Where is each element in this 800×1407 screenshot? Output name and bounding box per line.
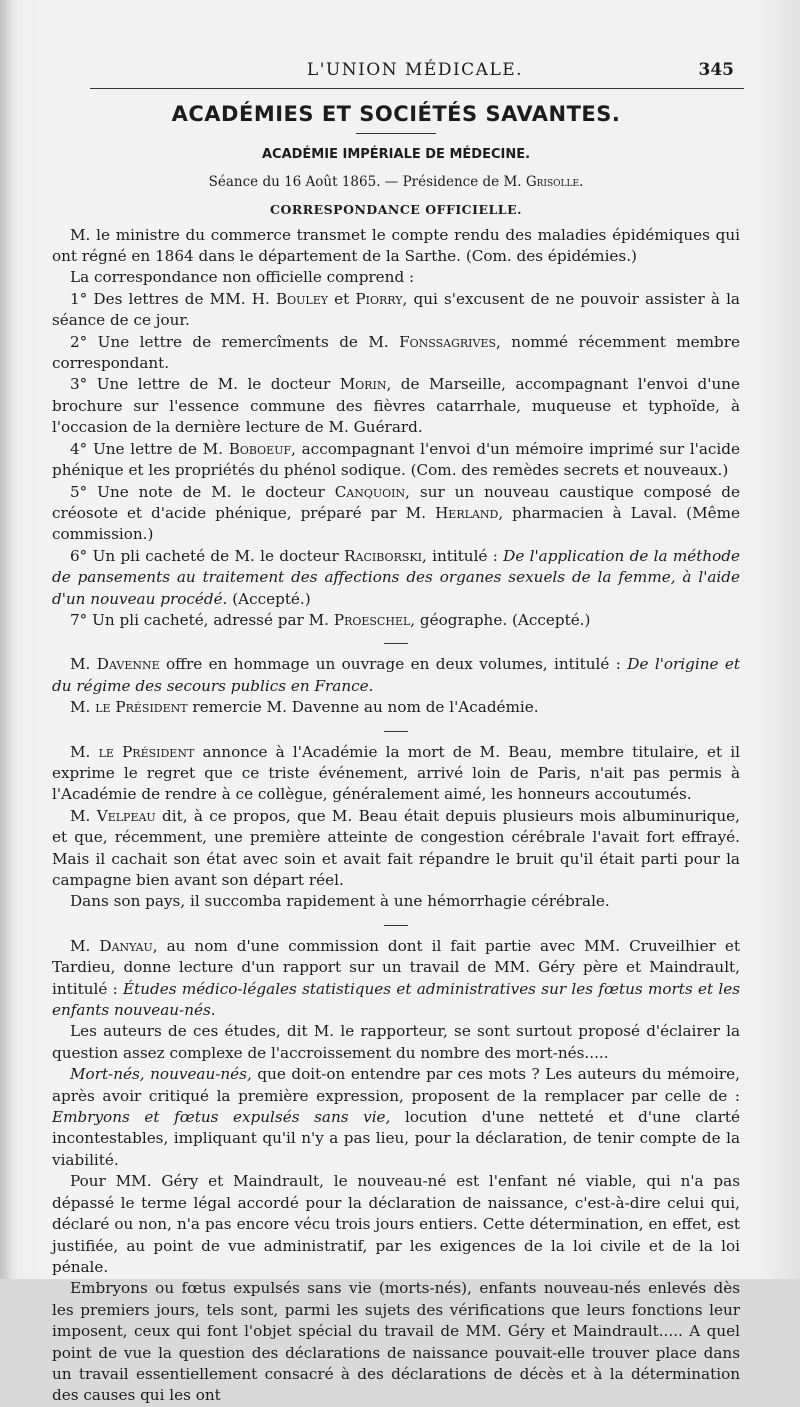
paragraph: Embryons ou fœtus expulsés sans vie (morts-nés), enfants nouveau-nés enlevés dès les premiers jours, tels sont, parmi les sujets des vérifications que leurs fonctions leur imposent, ceux qui font l'objet spécial du travail de MM. Géry et Maindrault..... A quel point de vue la question des déclarations de naissance pouvait-elle trouver place dans un travail essentiellement consacré à des déclarations de décès et à la détermination des causes qui les ont: [52, 1279, 740, 1405]
paragraph: Pour MM. Géry et Maindrault, le nouveau-né est l'enfant né viable, qui n'a pas dépassé le terme légal accordé pour la déclaration de naissance, c'est-à-dire celui qui, déclaré ou non, n'a pas encore vécu trois jours entiers. Cette détermination, en effet, est justifiée, au point de vue administratif, par les exigences de la loi civile et de la loi pénale.: [52, 1172, 740, 1276]
paragraph: M. le ministre du commerce transmet le compte rendu des maladies épidémiques qui ont régné en 1864 dans le département de la Sarthe. (Com. des épidémies.): [52, 225, 740, 266]
paragraph: M. le Président remercie M. Davenne au nom de l'Académie.: [70, 698, 539, 717]
running-title: L'UNION MÉDICALE.: [306, 60, 524, 80]
paragraph: Dans son pays, il succomba rapidement à une hémorrhagie cérébrale.: [70, 892, 610, 911]
list-item: 7° Un pli cacheté, adressé par M. Proeschel, géographe. (Accepté.): [70, 610, 591, 629]
title-rule: [356, 133, 436, 134]
list-item: 1° Des lettres de MM. H. Bouley et Piorry, qui s'excusent de ne pouvoir assister à la séance de ce jour.: [52, 289, 740, 330]
page-number: 345: [698, 60, 734, 80]
paragraph: La correspondance non officielle comprend :: [70, 268, 415, 287]
academy-title: ACADÉMIE IMPÉRIALE DE MÉDECINE.: [261, 147, 531, 163]
separator: [384, 643, 408, 644]
list-item: 5° Une note de M. le docteur Canquoin, sur un nouveau caustique composé de créosote et d'acide phénique, préparé par M. Herland, pharmacien à Laval. (Même commission.): [52, 482, 740, 544]
separator: [384, 925, 408, 926]
list-item: 2° Une lettre de remercîments de M. Fonssagrives, nommé récemment membre correspondant.: [52, 332, 740, 373]
paragraph: Les auteurs de ces études, dit M. le rapporteur, se sont surtout proposé d'éclairer la question assez complexe de l'accroissement du nombre des mort-nés.....: [52, 1022, 740, 1062]
binding-gutter: [0, 0, 10, 1279]
article-body: [52, 100, 740, 1407]
paragraph: M. Davenne offre en hommage un ouvrage en deux volumes, intitulé : De l'origine et du régime des secours publics en France.: [52, 655, 740, 695]
list-item: 4° Une lettre de M. Boboeuf, accompagnant l'envoi d'un mémoire imprimé sur l'acide phénique et les propriétés du phénol sodique. (Com. des remèdes secrets et nouveaux.): [52, 439, 740, 480]
president-name: Grisolle: [525, 173, 580, 190]
seance-line: Séance du 16 Août 1865. — Présidence de M. Grisolle.: [208, 173, 584, 190]
paragraph: M. Velpeau dit, à ce propos, que M. Beau était depuis plusieurs mois albuminurique, et que, récemment, une première atteinte de congestion cérébrale l'avait fort effrayé. Mais il cachait son état avec soin et avait fait répandre le bruit qu'il était parti pour la campagne bien avant son départ réel.: [52, 806, 740, 889]
paragraph: Mort-nés, nouveau-nés, que doit-on entendre par ces mots ? Les auteurs du mémoire, après avoir critiqué la première expression, proposent de la remplacer par celle de : Embryons et fœtus expulsés sans vie, locution d'une netteté et d'une clarté incontestables, impliquant qu'il n'y a pas lieu, pour la déclaration, de tenir compte de la viabilité.: [52, 1065, 740, 1169]
list-item: 3° Une lettre de M. le docteur Morin, de Marseille, accompagnant l'envoi d'une brochure sur l'essence commune des fièvres catarrhale, muqueuse et typhoïde, à l'occasion de la dernière lecture de M. Guérard.: [52, 375, 741, 437]
paragraph: M. le Président annonce à l'Académie la mort de M. Beau, membre titulaire, et il exprime le regret que ce triste événement, arrivé loin de Paris, n'ait pas permis à l'Académie de rendre à ce collègue, généralement aimé, les honneurs accoutumés.: [52, 742, 740, 804]
paragraph: M. Danyau, au nom d'une commission dont il fait partie avec MM. Cruveilhier et Tardieu, donne lecture d'un rapport sur un travail de MM. Géry père et Maindrault, intitulé : Études médico-légales statistiques et administratives sur les fœtus morts et les enfants nouveau-nés.: [52, 936, 740, 1020]
header-rule: [90, 88, 744, 89]
correspondence-title: CORRESPONDANCE OFFICIELLE.: [270, 202, 522, 218]
section-title: ACADÉMIES ET SOCIÉTÉS SAVANTES.: [171, 102, 621, 126]
running-header: [90, 58, 740, 86]
separator: [384, 731, 408, 732]
list-item: 6° Un pli cacheté de M. le docteur Raciborski, intitulé : De l'application de la méthode de pansements au traitement des affections des organes sexuels de la femme, à l'aide d'un nouveau procédé. (Accepté.): [52, 546, 740, 608]
